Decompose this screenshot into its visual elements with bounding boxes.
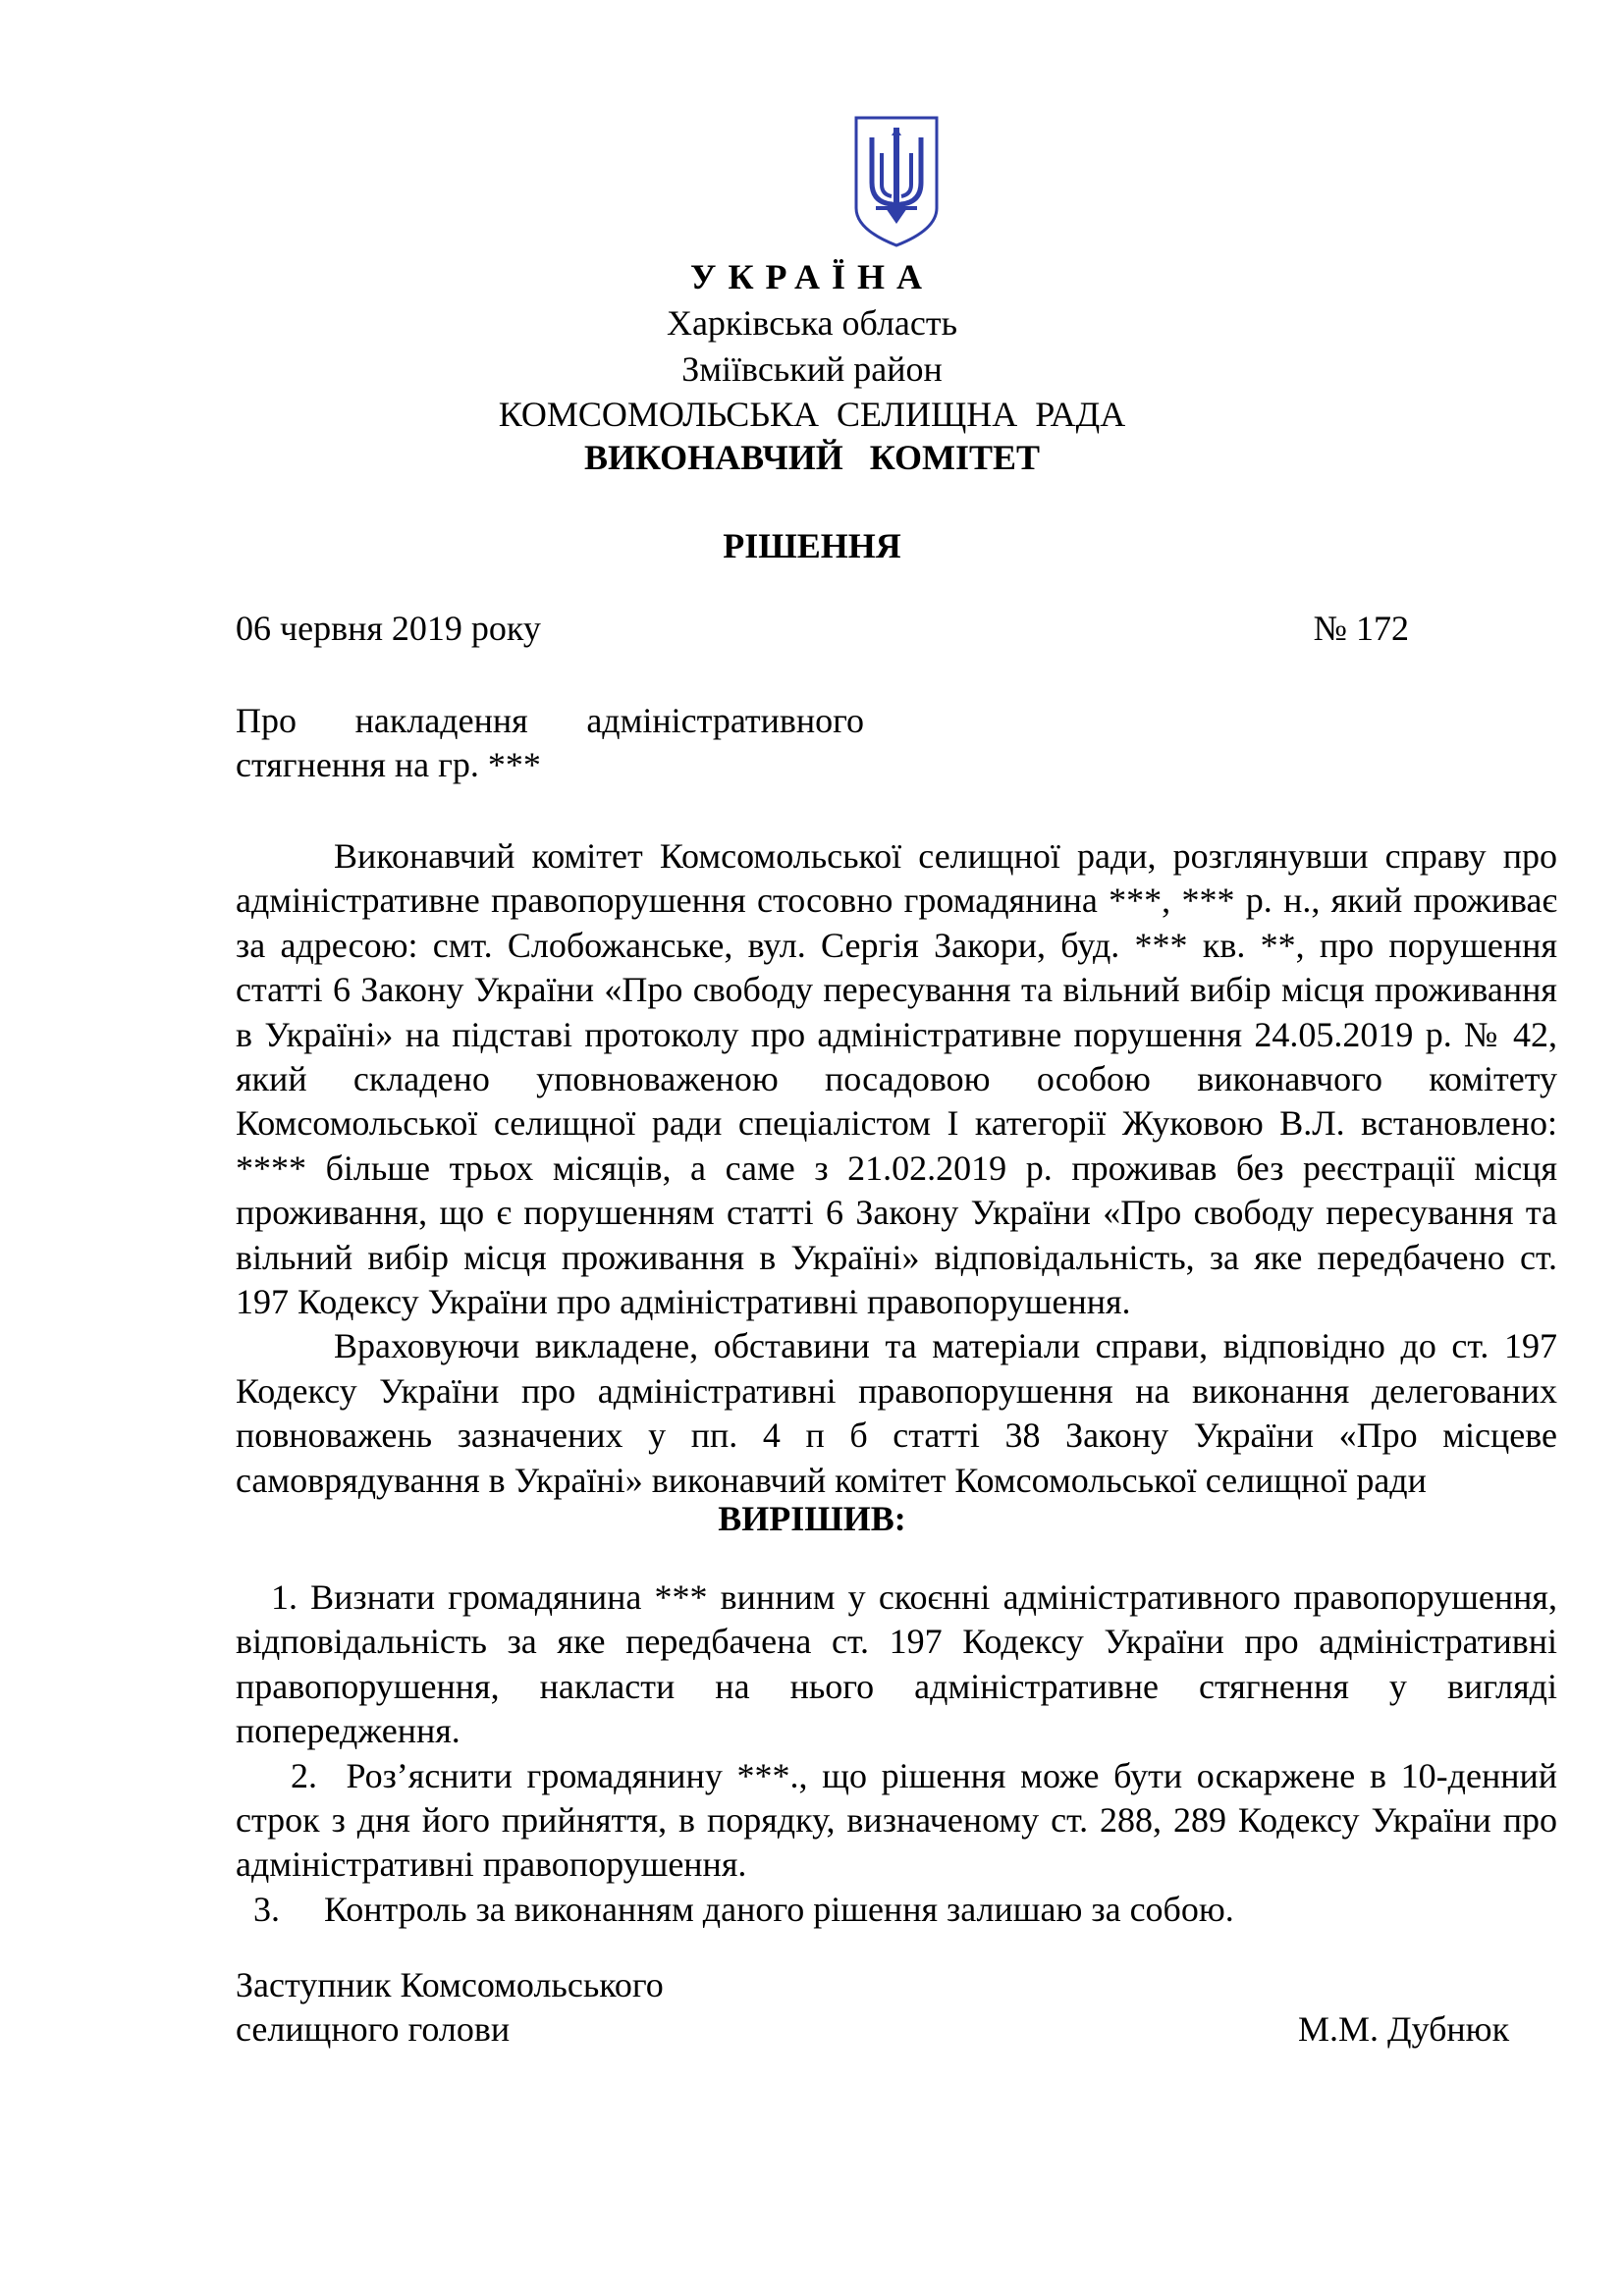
decision-heading: ВИРІШИВ: bbox=[718, 1499, 906, 1538]
document-number: № 172 bbox=[1313, 609, 1409, 648]
signature-title-line-2: селищного голови bbox=[236, 2009, 511, 2049]
executive-committee: ВИКОНАВЧИЙ КОМІТЕТ bbox=[583, 438, 1041, 477]
country-name: УКРАЇНА bbox=[690, 257, 934, 296]
body-section bbox=[236, 834, 1557, 1503]
region-name: Харківська область bbox=[666, 303, 958, 343]
subject-line-1: Про накладення адміністративного bbox=[236, 701, 864, 740]
body-paragraph-2: Враховуючи викладене, обставини та матеріали справи, відповідно до ст. 197 Кодексу України про адміністративні правопорушення на виконання делегованих повноважень зазначених у пп. 4 п б статті 38 Закону України «Про місцеве самоврядування в Україні» виконавчий комітет Комсомольської селищної ради bbox=[236, 1326, 1557, 1500]
document-type: РІШЕННЯ bbox=[723, 526, 901, 565]
district-name: Зміївський район bbox=[681, 349, 943, 389]
signature-title-line-1: Заступник Комсомольського bbox=[236, 1965, 664, 2004]
decision-item-text: Визнати громадянина *** винним у скоєнні адміністративного правопорушення, відповідальність за яке передбачена ст. 197 Кодексу України про адміністративні правопорушення, накласти на нього адміністративне стягнення у вигляді попередження. bbox=[236, 1577, 1557, 1751]
decision-item bbox=[236, 1575, 1557, 1754]
decision-item-number: 2. bbox=[291, 1755, 317, 1795]
signatory-name: М.М. Дубнюк bbox=[1298, 2009, 1510, 2049]
decision-item bbox=[236, 1888, 1557, 1932]
subject-line-2: стягнення на гр. *** bbox=[236, 745, 541, 784]
decision-item bbox=[236, 1754, 1557, 1888]
date-number-row bbox=[236, 607, 1409, 650]
decision-item-number: 3. bbox=[253, 1889, 280, 1929]
council-name: КОМСОМОЛЬСЬКА СЕЛИЩНА РАДА bbox=[498, 395, 1126, 434]
decision-list bbox=[236, 1575, 1557, 1932]
decision-item-text: Роз’яснити громадянину ***., що рішення може бути оскаржене в 10-денний строк з дня його прийняття, в порядку, визначеному ст. 288, 289 Кодексу України про адміністративні правопорушення. bbox=[236, 1755, 1558, 1885]
document-subject bbox=[236, 699, 864, 787]
decision-item-text: Контроль за виконанням даного рішення залишаю за собою. bbox=[324, 1889, 1234, 1929]
coat-of-arms-trident-icon bbox=[852, 114, 941, 249]
decision-item-number: 1. bbox=[271, 1577, 298, 1617]
document-date: 06 червня 2019 року bbox=[236, 609, 541, 648]
body-paragraph-1: Виконавчий комітет Комсомольської селищної ради, розглянувши справу про адміністративне правопорушення стосовно громадянина ***, *** р. н., який проживає за адресою: смт. Слобожанське, вул. Сергія Закори, буд. *** кв. **, про порушення статті 6 Закону України «Про свободу пересування та вільний вибір місця проживання в Україні» на підставі протоколу про адміністративне порушення 24.05.2019 р. № 42, який складено уповноваженою посадовою особою виконавчого комітету Комсомольської селищної ради спеціалістом І категорії Жуковою В.Л. встановлено: **** більше трьох місяців, а саме з 21.02.2019 р. проживав без реєстрації місця проживання, що є порушенням статті 6 Закону України «Про свободу пересування та вільний вибір місця проживання в Україні» відповідальність, за яке передбачено ст. 197 Кодексу України про адміністративні правопорушення. bbox=[236, 836, 1557, 1322]
